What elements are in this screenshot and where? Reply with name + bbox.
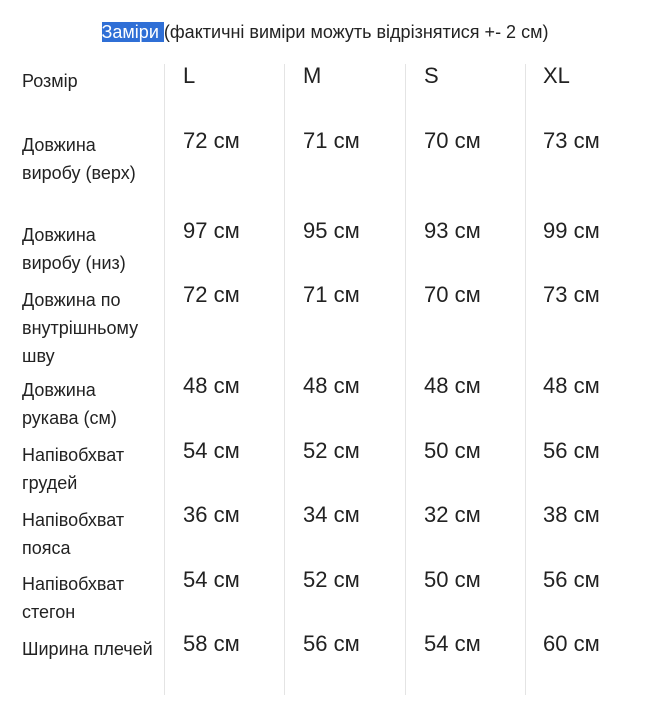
table-cell: 73 см xyxy=(543,282,600,307)
table-cell: 36 см xyxy=(183,502,240,527)
table-cell: 70 см xyxy=(424,282,481,307)
table-cell: 38 см xyxy=(543,502,600,527)
table-cell: 60 см xyxy=(543,631,600,656)
table-cell: 73 см xyxy=(543,128,600,153)
table-cell: 54 см xyxy=(183,438,240,463)
table-cell: 58 см xyxy=(183,631,240,656)
header-size-l: L xyxy=(183,63,196,88)
table-cell: 97 см xyxy=(183,218,240,243)
row-label: Довжина виробу (низ) xyxy=(22,225,126,273)
table-cell: 56 см xyxy=(303,631,360,656)
row-label: Довжина по внутрішньому шву xyxy=(22,290,139,366)
table-cell: 56 см xyxy=(543,567,600,592)
table-cell: 72 см xyxy=(183,128,240,153)
measurements-heading xyxy=(0,20,650,44)
header-size-s: S xyxy=(424,63,439,88)
table-cell: 99 см xyxy=(543,218,600,243)
table-cell: 70 см xyxy=(424,128,481,153)
column-divider xyxy=(525,64,526,695)
heading-note: (фактичні виміри можуть відрізнятися +- 2 см) xyxy=(163,22,549,42)
column-divider xyxy=(405,64,406,695)
table-cell: 71 см xyxy=(303,282,360,307)
selected-text: Заміри xyxy=(101,22,164,42)
row-label: Довжина виробу (верх) xyxy=(22,135,136,183)
table-cell: 50 см xyxy=(424,567,481,592)
table-cell: 48 см xyxy=(303,373,360,398)
table-cell: 56 см xyxy=(543,438,600,463)
table-cell: 50 см xyxy=(424,438,481,463)
column-divider xyxy=(284,64,285,695)
table-cell: 54 см xyxy=(183,567,240,592)
row-label: Довжина рукава (см) xyxy=(22,380,117,428)
table-cell: 72 см xyxy=(183,282,240,307)
table-cell: 48 см xyxy=(424,373,481,398)
table-cell: 34 см xyxy=(303,502,360,527)
column-divider xyxy=(164,64,165,695)
table-cell: 95 см xyxy=(303,218,360,243)
table-cell: 48 см xyxy=(543,373,600,398)
header-size-xl: XL xyxy=(543,63,570,88)
header-label-size: Розмір xyxy=(22,71,78,91)
row-label: Ширина плечей xyxy=(22,639,153,659)
table-cell: 52 см xyxy=(303,567,360,592)
table-cell: 52 см xyxy=(303,438,360,463)
table-cell: 48 см xyxy=(183,373,240,398)
header-size-m: M xyxy=(303,63,322,88)
row-label: Напівобхват пояса xyxy=(22,510,125,558)
table-cell: 32 см xyxy=(424,502,481,527)
table-cell: 54 см xyxy=(424,631,481,656)
row-label: Напівобхват грудей xyxy=(22,445,125,493)
table-cell: 71 см xyxy=(303,128,360,153)
row-label: Напівобхват стегон xyxy=(22,574,125,622)
table-cell: 93 см xyxy=(424,218,481,243)
